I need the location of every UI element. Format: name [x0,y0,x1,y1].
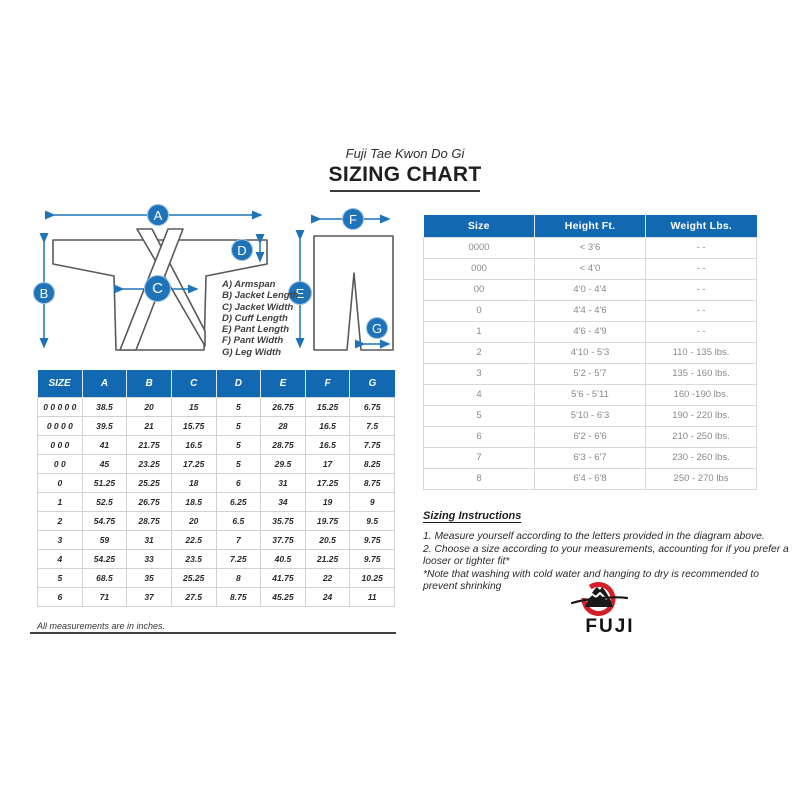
table-cell: 5 [216,397,261,416]
table-row [38,473,395,492]
table-cell: 4 [38,549,83,568]
table-cell: 31 [261,473,306,492]
table-cell: 5'2 - 5'7 [535,363,646,384]
brand-line: Fuji Tae Kwon Do Gi [345,146,465,161]
table-cell: 5'10 - 6'3 [535,405,646,426]
table-cell: 9.5 [350,511,395,530]
table-row [424,426,757,447]
table-cell: 1 [424,321,535,342]
table-cell: 33 [127,549,172,568]
marker-letter: B [39,285,49,301]
measure-marker-cuff-length [231,239,253,261]
table-cell: - - [646,258,757,279]
legend-item: E) Pant Length [222,324,290,336]
table-cell: 135 - 160 lbs. [646,363,757,384]
table-row [38,397,395,416]
legend-item: B) Jacket Length [222,290,299,302]
table-cell: 0 0 [38,454,83,473]
table-cell: - - [646,321,757,342]
measure-marker-armspan [147,204,169,226]
table-cell: 3 [38,530,83,549]
table-cell: 4 [424,384,535,405]
marker-letter: D [237,242,247,258]
table-cell: 5 [38,568,83,587]
table-cell: 3 [424,363,535,384]
table-cell: 6 [38,587,83,606]
measurements-table [37,370,395,607]
table-cell: 21.75 [127,435,172,454]
table-cell: 45.25 [261,587,306,606]
table-cell: 54.25 [82,549,127,568]
legend-item: A) Armspan [222,279,276,290]
column-header: G [350,370,395,397]
table-cell: 17.25 [171,454,216,473]
table-cell: 51.25 [82,473,127,492]
table-cell: 4'4 - 4'6 [535,300,646,321]
table-cell: 17.25 [305,473,350,492]
table-cell: 54.75 [82,511,127,530]
legend-item: F) Pant Width [222,335,284,347]
measure-marker-jacket-width [144,275,171,302]
legend-item: C) Jacket Width [222,301,294,313]
measure-marker-leg-width [366,317,388,339]
table-row [38,530,395,549]
table-cell: 110 - 135 lbs. [646,342,757,363]
table-cell: 6'4 - 6'8 [535,468,646,489]
table-cell: 26.75 [127,492,172,511]
table-cell: 6'2 - 6'6 [535,426,646,447]
table-cell: 16.5 [171,435,216,454]
column-header: D [216,370,261,397]
table-cell: 4'10 - 5'3 [535,342,646,363]
table-cell: 40.5 [261,549,306,568]
table-cell: 5 [216,416,261,435]
table-cell: < 4'0 [535,258,646,279]
marker-letter: G [371,320,383,336]
instruction-line: 1. Measure yourself according to the letters provided in the diagram above. [423,531,765,542]
measure-marker-pant-width [342,208,364,230]
column-header: F [305,370,350,397]
table-row [424,363,757,384]
table-cell: 2 [424,342,535,363]
table-cell: 52.5 [82,492,127,511]
table-cell: 27.5 [171,587,216,606]
table-cell: 23.25 [127,454,172,473]
fuji-logo-mark [555,578,665,618]
table-cell: 8.75 [350,473,395,492]
table-cell: 5 [216,454,261,473]
title-underline [330,190,480,192]
table-cell: 6.75 [350,397,395,416]
table-cell: 5 [216,435,261,454]
table-row [424,342,757,363]
table-cell: 7 [424,447,535,468]
table-cell: 16.5 [305,416,350,435]
instruction-line: *Note that washing with cold water and hanging to dry is recommended to prevent shrinking [423,568,759,592]
table-cell: 9.75 [350,549,395,568]
table-row [424,447,757,468]
table-cell: 45 [82,454,127,473]
table-cell: - - [646,237,757,258]
marker-letter: C [152,280,163,297]
instruction-line: 2. Choose a size according to your measurements, accounting for if you prefer a looser or tighter fit* [423,543,789,567]
table-cell: 8 [216,568,261,587]
table-cell: 41 [82,435,127,454]
table-cell: 20.5 [305,530,350,549]
table-cell: 0 [424,300,535,321]
table-cell: 7 [216,530,261,549]
table-cell: 41.75 [261,568,306,587]
column-header: Size [424,215,535,237]
size-height-weight-table [423,215,757,490]
table-cell: 23.5 [171,549,216,568]
table-cell: < 3'6 [535,237,646,258]
table-cell: 11 [350,587,395,606]
measure-marker-jacket-length [33,282,55,304]
table-cell: 15 [171,397,216,416]
table-cell: 00 [424,279,535,300]
table-cell: 18 [171,473,216,492]
column-header: SIZE [38,370,83,397]
table-cell: 1 [38,492,83,511]
table-cell: 37 [127,587,172,606]
table-cell: 10.25 [350,568,395,587]
table-cell: 8.75 [216,587,261,606]
table-row [424,321,757,342]
table-cell: 35 [127,568,172,587]
table-cell: 6.5 [216,511,261,530]
table-cell: 250 - 270 lbs [646,468,757,489]
table-cell: 7.5 [350,416,395,435]
table-cell: 38.5 [82,397,127,416]
marker-letter: E [295,285,305,301]
table-cell: 0 0 0 [38,435,83,454]
table-cell: 21.25 [305,549,350,568]
table-row [38,587,395,606]
table-row [38,416,395,435]
table-cell: 160 -190 lbs. [646,384,757,405]
table-cell: 7.25 [216,549,261,568]
column-header: B [127,370,172,397]
table-row [38,511,395,530]
table-row [424,300,757,321]
table-cell: 9.75 [350,530,395,549]
table-cell: 35.75 [261,511,306,530]
table-cell: 4'0 - 4'4 [535,279,646,300]
table-cell: 000 [424,258,535,279]
table-cell: 6 [216,473,261,492]
table-row [38,492,395,511]
diagram-legend [222,279,299,358]
table-cell: 29.5 [261,454,306,473]
table-cell: 31 [127,530,172,549]
table-cell: 0 0 0 0 [38,416,83,435]
table-cell: 6'3 - 6'7 [535,447,646,468]
column-header: Height Ft. [535,215,646,237]
table-cell: 22.5 [171,530,216,549]
table-cell: 22 [305,568,350,587]
marker-letter: F [349,211,357,227]
page-title: SIZING CHART [328,163,482,186]
table-cell: 19.75 [305,511,350,530]
table-cell: 6.25 [216,492,261,511]
legend-item: G) Leg Width [222,346,282,358]
table-row [38,549,395,568]
fuji-logo-text: FUJI [585,616,635,637]
table-cell: 71 [82,587,127,606]
table-cell: 8 [424,468,535,489]
table-cell: 24 [305,587,350,606]
table-cell: 59 [82,530,127,549]
table-cell: 2 [38,511,83,530]
table-cell: - - [646,300,757,321]
table-cell: 17 [305,454,350,473]
marker-letter: A [153,207,163,223]
table-cell: 20 [127,397,172,416]
table-cell: 15.75 [171,416,216,435]
table-row [424,384,757,405]
table-cell: 0 0 0 0 0 [38,397,83,416]
table-cell: 210 - 250 lbs. [646,426,757,447]
table-cell: 34 [261,492,306,511]
table-cell: 25.25 [127,473,172,492]
column-header: Weight Lbs. [646,215,757,237]
table-cell: 6 [424,426,535,447]
table-row [38,454,395,473]
table-cell: 28.75 [127,511,172,530]
table-cell: 8.25 [350,454,395,473]
column-header: C [171,370,216,397]
table-cell: 21 [127,416,172,435]
table-row [424,279,757,300]
table-cell: 20 [171,511,216,530]
table-cell: 5 [424,405,535,426]
table-cell: 190 - 220 lbs. [646,405,757,426]
table-cell: 28.75 [261,435,306,454]
fuji-logo [555,578,665,638]
table-cell: 39.5 [82,416,127,435]
title-block [280,146,530,192]
table-row [424,258,757,279]
measurements-footnote: All measurements are in inches. [37,621,166,631]
table-cell: 5'6 - 5'11 [535,384,646,405]
table-row [38,568,395,587]
table-cell: 68.5 [82,568,127,587]
divider-rule [30,632,396,634]
table-row [38,435,395,454]
table-cell: 28 [261,416,306,435]
table-cell: 37.75 [261,530,306,549]
legend-item: D) Cuff Length [222,312,288,324]
table-row [424,237,757,258]
table-cell: 19 [305,492,350,511]
column-header: A [82,370,127,397]
table-cell: 16.5 [305,435,350,454]
instructions-heading: Sizing Instructions [423,510,522,522]
table-cell: 4'6 - 4'9 [535,321,646,342]
table-cell: 15.25 [305,397,350,416]
table-cell: 26.75 [261,397,306,416]
column-header: E [261,370,306,397]
table-cell: 230 - 260 lbs. [646,447,757,468]
header-row [424,215,757,237]
table-row [424,405,757,426]
table-cell: 0 [38,473,83,492]
table-cell: 25.25 [171,568,216,587]
table-cell: 9 [350,492,395,511]
table-cell: 7.75 [350,435,395,454]
table-cell: 18.5 [171,492,216,511]
table-cell: - - [646,279,757,300]
table-cell: 0000 [424,237,535,258]
table-row [424,468,757,489]
header-row [38,370,395,397]
